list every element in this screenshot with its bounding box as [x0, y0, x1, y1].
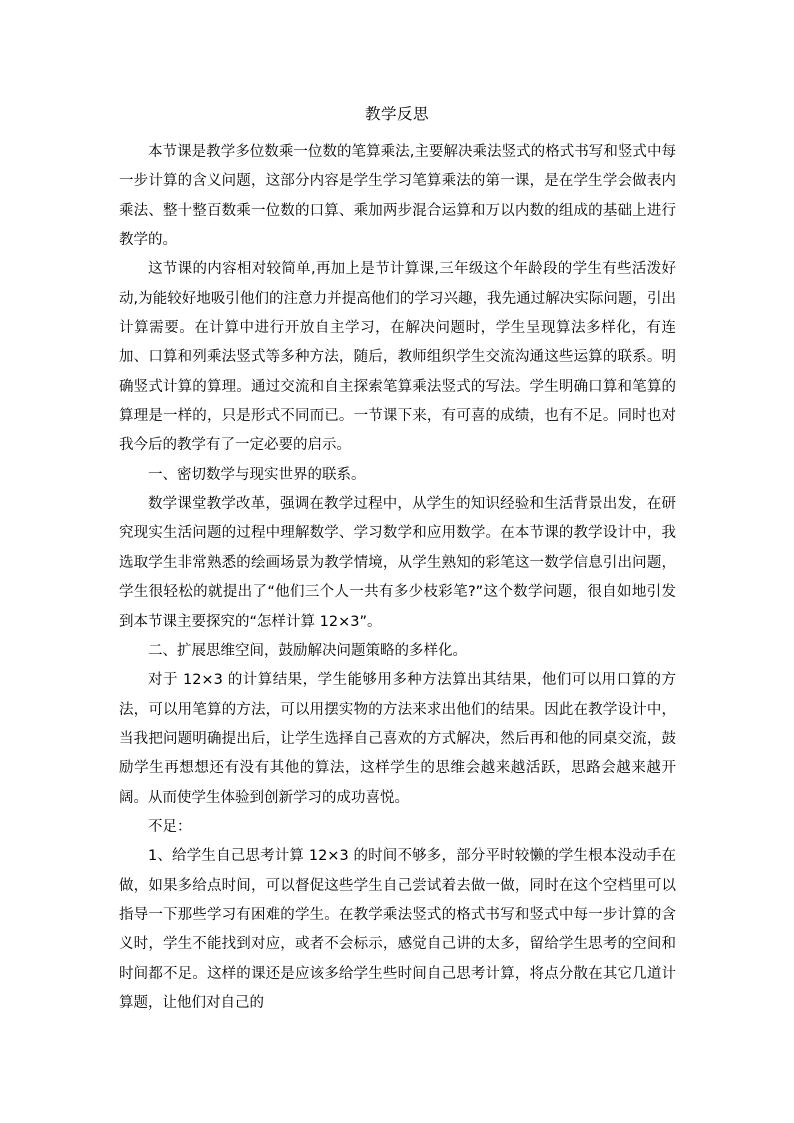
paragraph-intro: 本节课是教学多位数乘一位数的笔算乘法,主要解决乘法竖式的格式书写和竖式中每一步计算的含义问题，这部分内容是学生学习笔算乘法的第一课，是在学生学会做表内乘法、整十整百数乘一位数的口算、乘加两步混合运算和万以内数的组成的基础上进行教学的。 [119, 144, 676, 249]
paragraph-overview: 这节课的内容相对较简单,再加上是节计算课,三年级这个年龄段的学生有些活泼好动,为能较好地吸引他们的注意力并提高他们的学习兴趣，我先通过解决实际问题，引出计算需要。在计算中进行开放自主学习，在解决问题时，学生呈现算法多样化，有连加、口算和列乘法竖式等多种方法，随后，教师组织学生交流沟通这些运算的联系。明确竖式计算的算理。通过交流和自主探索笔算乘法竖式的写法。学生明确口算和笔算的算理是一样的，只是形式不同而已。一节课下来，有可喜的成绩，也有不足。同时也对我今后的教学有了一定必要的启示。 [119, 261, 676, 454]
paragraph-shortcoming-1: 1、给学生自己思考计算 12×3 的时间不够多，部分平时较懒的学生根本没动手在做，如果多给点时间，可以督促这些学生自己尝试着去做一做，同时在这个空档里可以指导一下那些学习有困难的学生。在教学乘法竖式的格式书写和竖式中每一步计算的含义时，学生不能找到对应，或者不会标示，感觉自己讲的太多，留给学生思考的空间和时间都不足。这样的课还是应该多给学生些时间自己思考计算，将点分散在其它几道计算题，让他们对自己的 [119, 848, 676, 1011]
paragraph-section-1: 数学课堂教学改革，强调在教学过程中，从学生的知识经验和生活背景出发，在研究现实生活问题的过程中理解数学、学习数学和应用数学。在本节课的教学设计中，我选取学生非常熟悉的绘画场景为教学情境，从学生熟知的彩笔这一数学信息引出问题，学生很轻松的就提出了“他们三个人一共有多少枝彩笔?”这个数学问题，很自如地引发到本节课主要探究的“怎样计算 12×3”。 [119, 496, 676, 630]
paragraph-section-2: 对于 12×3 的计算结果，学生能够用多种方法算出其结果，他们可以用口算的方法，可以用笔算的方法，可以用摆实物的方法来求出他们的结果。因此在教学设计中，当我把问题明确提出后，让学生选择自己喜欢的方式解决，然后再和他的同桌交流，鼓励学生再想想还有没有其他的算法，这样学生的思维会越来越活跃，思路会越来越开阔。从而使学生体验到创新学习的成功喜悦。 [119, 672, 676, 806]
section-heading-shortcomings: 不足： [148, 818, 192, 835]
document-body [119, 138, 676, 1018]
document-title: 教学反思 [364, 105, 429, 123]
section-heading-1: 一、密切数学与现实世界的联系。 [148, 466, 366, 483]
section-heading-2: 二、扩展思维空间，鼓励解决问题策略的多样化。 [148, 642, 467, 659]
